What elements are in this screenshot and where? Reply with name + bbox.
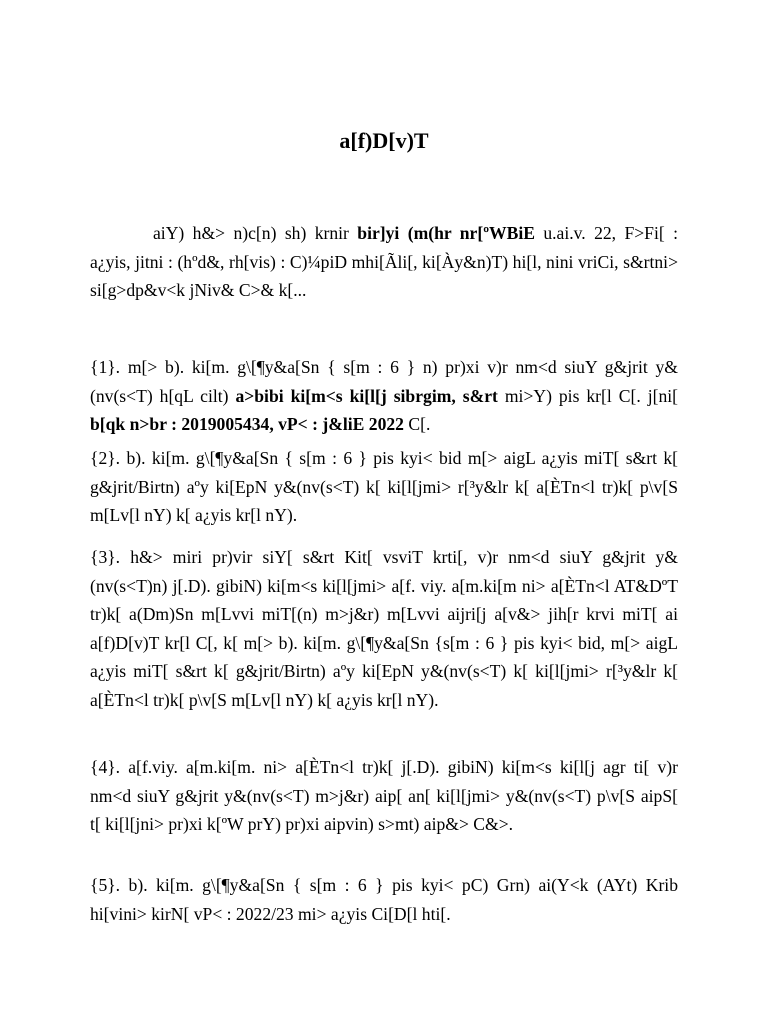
- point-5-number: {5}.: [90, 875, 121, 895]
- intro-paragraph: [90, 219, 678, 305]
- document-title: a[f)D[v)T: [339, 128, 429, 153]
- point-1-text-1: m[> b). ki[m. g\[¶y&a[Sn { s[m : 6 } n) pr)xi v)r nm<d siuY g&jrit y&(nv(s<T) h[qL cilt): [90, 357, 678, 406]
- point-1-bold-seat-number: b[qk n>br : 2019005434, vP< : j&liE 2022: [90, 414, 404, 434]
- point-4-text: a[f.viy. a[m.ki[m. ni> a[ÈTn<l tr)k[ j[.D). gibiN) ki[m<s ki[l[j agr ti[ v)r nm<d siuY g&jrit y&(nv(s<T) m>j&r) aip[ an[ ki[l[jmi> y&(nv(s<T) p\v[S aipS[ t[ ki[l[jni> pr)xi k[ºW prY) pr)xi aipvin) s>mt) aip&> C&>.: [90, 757, 678, 834]
- point-5-text: b). ki[m. g\[¶y&a[Sn { s[m : 6 } pis kyi< pC) Grn) ai(Y<k (AYt) Krib hi[vini> kirN[ vP< : 2022/23 mi> a¿yis Ci[D[l hti[.: [90, 875, 678, 924]
- point-4-number: {4}.: [90, 757, 121, 777]
- point-5: [90, 871, 678, 928]
- intro-text-2: u.ai.v. 22, F>Fi[ : a¿yis, jitni : (hºd&, rh[vis) : C)¼piD mhi[Ãli[, ki[Ày&n)T) hi[l, nini vriCi, s&rtni> si[g>dp&v<k jNiv& C>& k[...: [90, 223, 678, 300]
- point-2-text: b). ki[m. g\[¶y&a[Sn { s[m : 6 } pis kyi< bid m[> aigL a¿yis miT[ s&rt k[ g&jrit/Birtn) aºy ki[EpN y&(nv(s<T) k[ ki[l[jmi> r[³y&lr k[ a[ÈTn<l tr)k[ p\v[S m[Lv[l nY) k[ a¿yis kr[l nY).: [90, 448, 678, 525]
- point-1-bold-college: a>bibi ki[m<s ki[l[j sibrgim, s&rt: [235, 385, 498, 406]
- point-1-text-2: mi>Y) pis kr[l C[. j[ni[: [497, 385, 678, 406]
- point-2: [90, 444, 678, 530]
- point-3: [90, 543, 678, 714]
- point-3-text: h&> miri pr)vir siY[ s&rt Kit[ vsviT krti[, v)r nm<d siuY g&jrit y&(nv(s<T)n) j[.D). gibiN) ki[m<s ki[l[jmi> a[f. viy. a[m.ki[m ni> a[ÈTn<l AT&DºT tr)k[ a(Dm)Sn m[Lvvi miT[(n) m>j&r) m[Lvvi aijri[j a[v&> jih[r krvi miT[ ai a[f)D[v)T kr[l C[, k[ m[> b). ki[m. g\[¶y&a[Sn {s[m : 6 } pis kyi< bid, m[> aigL a¿yis miT[ s&rt k[ g&jrit/Birtn) aºy ki[EpN y&(nv(s<T) k[ ki[l[jmi> r[³y&lr k[ a[ÈTn<l tr)k[ p\v[S m[Lv[l nY) k[ a¿yis kr[l nY).: [90, 547, 678, 710]
- point-3-number: {3}.: [90, 547, 121, 567]
- point-1: [90, 353, 678, 439]
- intro-text-1: aiY) h&> n)c[n) sh) krnir: [153, 223, 358, 243]
- point-2-number: {2}.: [90, 448, 121, 468]
- point-1-text-3: C[.: [403, 414, 431, 434]
- point-1-number: {1}.: [90, 357, 121, 377]
- intro-bold-name: bir]yi (m(hr nr[ºWBiE: [357, 223, 535, 243]
- point-4: [90, 753, 678, 839]
